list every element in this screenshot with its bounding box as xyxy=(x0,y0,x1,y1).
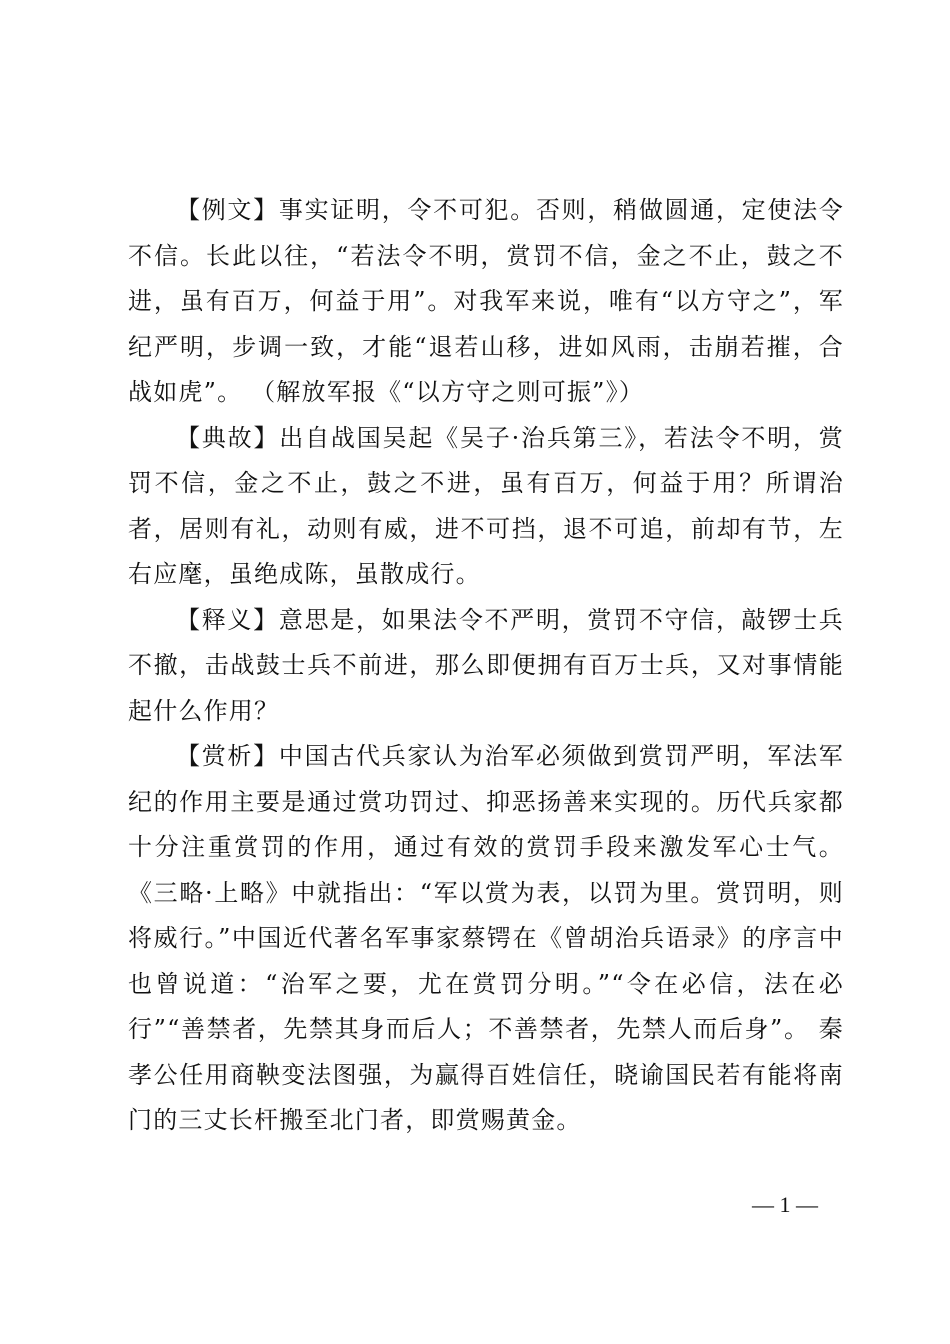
paragraph-tag: 【释义】 xyxy=(176,605,279,634)
paragraph-interpretation xyxy=(128,598,844,735)
paragraph-appreciation xyxy=(128,734,844,1144)
paragraph-text: 出自战国吴起《吴子·治兵第三》，若法令不明，赏罚不信，金之不止，鼓之不进，虽有百万，何益于用？所谓治者，居则有礼，动则有威，进不可挡，退不可追，前却有节，左右应麾，虽绝成陈，虽散成行。 xyxy=(128,423,844,588)
paragraph-text: 事实证明，令不可犯。否则，稍做圆通，定使法令不信。长此以往，“若法令不明，赏罚不信，金之不止，鼓之不进，虽有百万，何益于用”。对我军来说，唯有“以方守之”，军纪严明，步调一致，才能“退若山移，进如风雨，击崩若摧，合战如虎”。 （解放军报《“以方守之则可振”》） xyxy=(128,196,844,406)
page-number: — 1 — xyxy=(752,1192,818,1217)
paragraph-text: 中国古代兵家认为治军必须做到赏罚严明，军法军纪的作用主要是通过赏功罚过、抑恶扬善来实现的。历代兵家都十分注重赏罚的作用，通过有效的赏罚手段来激发军心士气。《三略·上略》中就指出：“军以赏为表，以罚为里。赏罚明，则将威行。”中国近代著名军事家蔡锷在《曾胡治兵语录》的序言中也曾说道：“治军之要，尤在赏罚分明。”“令在必信，法在必行”“善禁者，先禁其身而后人；不善禁者，先禁人而后身”。 秦孝公任用商鞅变法图强，为赢得百姓信任，晓谕国民若有能将南门的三丈长杆搬至北门者，即赏赐黄金。 xyxy=(128,742,844,1134)
paragraph-tag: 【例文】 xyxy=(176,196,279,224)
paragraph-tag: 【赏析】 xyxy=(176,742,279,770)
paragraph-allusion xyxy=(128,416,844,598)
paragraph-example xyxy=(128,188,844,416)
document-body xyxy=(128,188,844,1144)
paragraph-tag: 【典故】 xyxy=(176,423,280,452)
paragraph-text: 意思是，如果法令不严明，赏罚不守信，敲锣士兵不撤，击战鼓士兵不前进，那么即便拥有百万士兵，又对事情能起什么作用？ xyxy=(128,605,844,725)
